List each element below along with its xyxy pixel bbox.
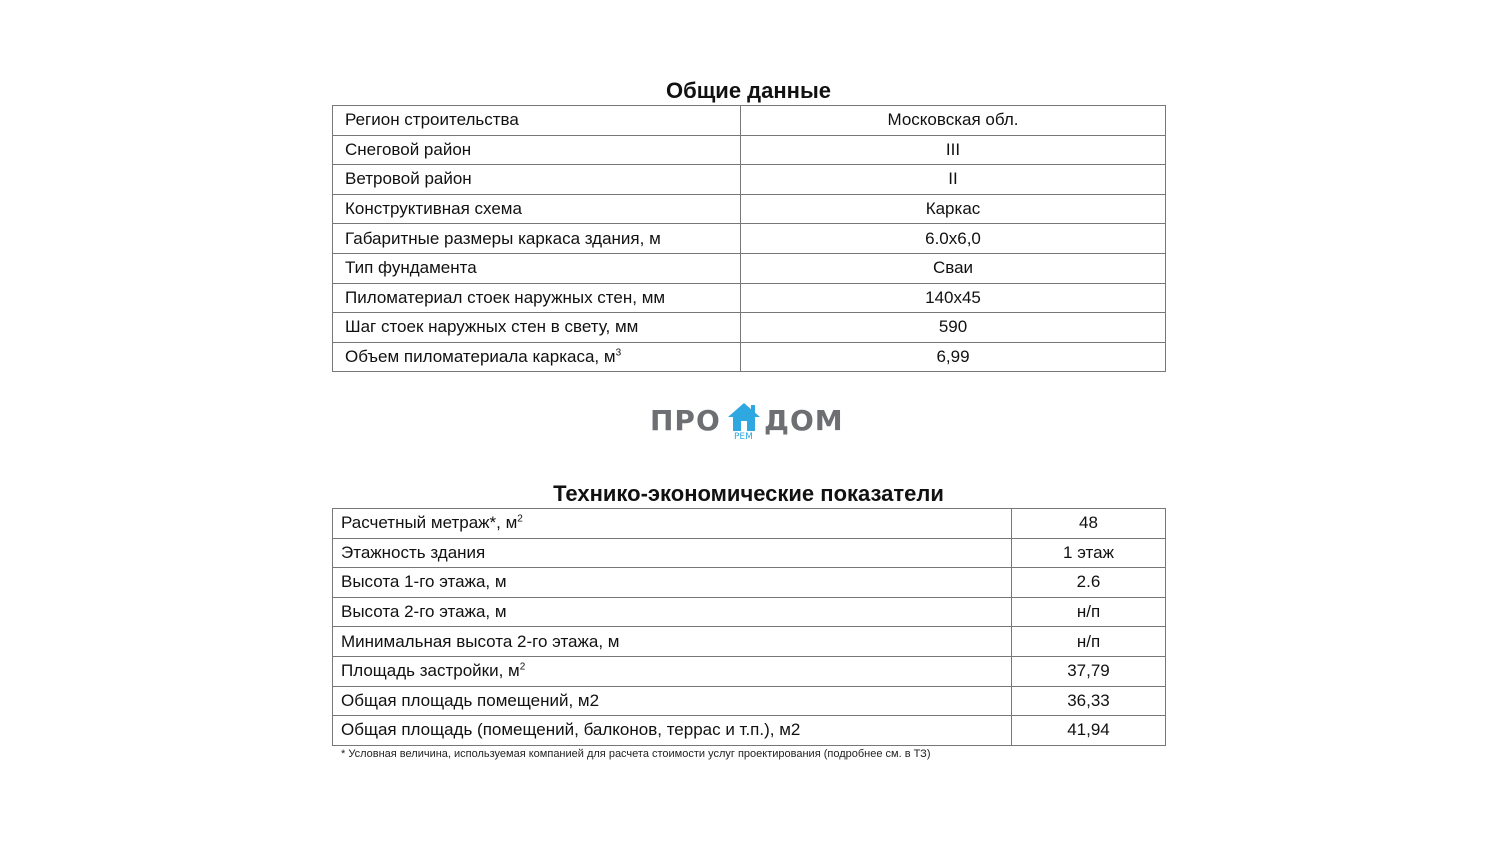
table-row — [333, 194, 1166, 224]
row-value: Московская обл. — [741, 106, 1166, 136]
row-value: 2.6 — [1012, 568, 1166, 598]
row-value: 140х45 — [741, 283, 1166, 313]
row-label: Пиломатериал стоек наружных стен, мм — [333, 283, 741, 313]
row-label: Общая площадь помещений, м2 — [333, 686, 1012, 716]
table-row — [333, 106, 1166, 136]
row-value: 41,94 — [1012, 716, 1166, 746]
prodom-logo — [650, 402, 850, 444]
logo-text-right: ДОМ — [764, 404, 844, 437]
table-row — [333, 342, 1166, 372]
row-label: Расчетный метраж*, м — [341, 513, 518, 533]
row-value: III — [741, 135, 1166, 165]
row-label: Этажность здания — [333, 538, 1012, 568]
footnote: * Условная величина, используемая компанией для расчета стоимости услуг проектирования (подробнее см. в ТЗ) — [341, 748, 931, 760]
table-row — [333, 538, 1166, 568]
table-row — [333, 656, 1166, 686]
table-row — [333, 224, 1166, 254]
row-label-cell — [333, 509, 1012, 539]
tech-indicators-title: Технико-экономические показатели — [553, 481, 944, 506]
row-value: 6.0х6,0 — [741, 224, 1166, 254]
row-value: н/п — [1012, 627, 1166, 657]
row-value: 48 — [1012, 509, 1166, 539]
table-row — [333, 165, 1166, 195]
unit-exponent: 2 — [519, 661, 526, 673]
table-row — [333, 568, 1166, 598]
table-row — [333, 283, 1166, 313]
table-row — [333, 313, 1166, 343]
table-row — [333, 686, 1166, 716]
table-row — [333, 597, 1166, 627]
table-row — [333, 509, 1166, 539]
row-label: Шаг стоек наружных стен в свету, мм — [333, 313, 741, 343]
row-label: Минимальная высота 2-го этажа, м — [333, 627, 1012, 657]
row-value: н/п — [1012, 597, 1166, 627]
row-label: Высота 1-го этажа, м — [333, 568, 1012, 598]
general-data-title: Общие данные — [666, 78, 831, 103]
logo-subtext: РЕМ — [734, 432, 753, 442]
row-label: Площадь застройки, м — [341, 661, 520, 681]
table-row — [333, 716, 1166, 746]
table-row — [333, 627, 1166, 657]
row-label: Габаритные размеры каркаса здания, м — [333, 224, 741, 254]
row-label: Общая площадь (помещений, балконов, террас и т.п.), м2 — [333, 716, 1012, 746]
row-value: 37,79 — [1012, 656, 1166, 686]
row-label: Высота 2-го этажа, м — [333, 597, 1012, 627]
row-label-cell — [333, 656, 1012, 686]
table-row — [333, 253, 1166, 283]
tech-indicators-table — [332, 508, 1166, 746]
row-label: Объем пиломатериала каркаса, м — [345, 347, 616, 367]
row-value: 36,33 — [1012, 686, 1166, 716]
row-value: 590 — [741, 313, 1166, 343]
house-icon — [727, 402, 761, 434]
table-row — [333, 135, 1166, 165]
row-label: Регион строительства — [333, 106, 741, 136]
row-label: Снеговой район — [333, 135, 741, 165]
row-label: Ветровой район — [333, 165, 741, 195]
row-value: 1 этаж — [1012, 538, 1166, 568]
unit-exponent: 3 — [615, 347, 622, 359]
unit-exponent: 2 — [517, 513, 523, 525]
logo-text-left: ПРО — [650, 404, 721, 437]
row-value: Сваи — [741, 253, 1166, 283]
row-value: Каркас — [741, 194, 1166, 224]
row-value: II — [741, 165, 1166, 195]
row-label: Тип фундамента — [333, 253, 741, 283]
general-data-table — [332, 105, 1166, 372]
row-label-cell — [333, 342, 741, 372]
row-label: Конструктивная схема — [333, 194, 741, 224]
row-value: 6,99 — [741, 342, 1166, 372]
